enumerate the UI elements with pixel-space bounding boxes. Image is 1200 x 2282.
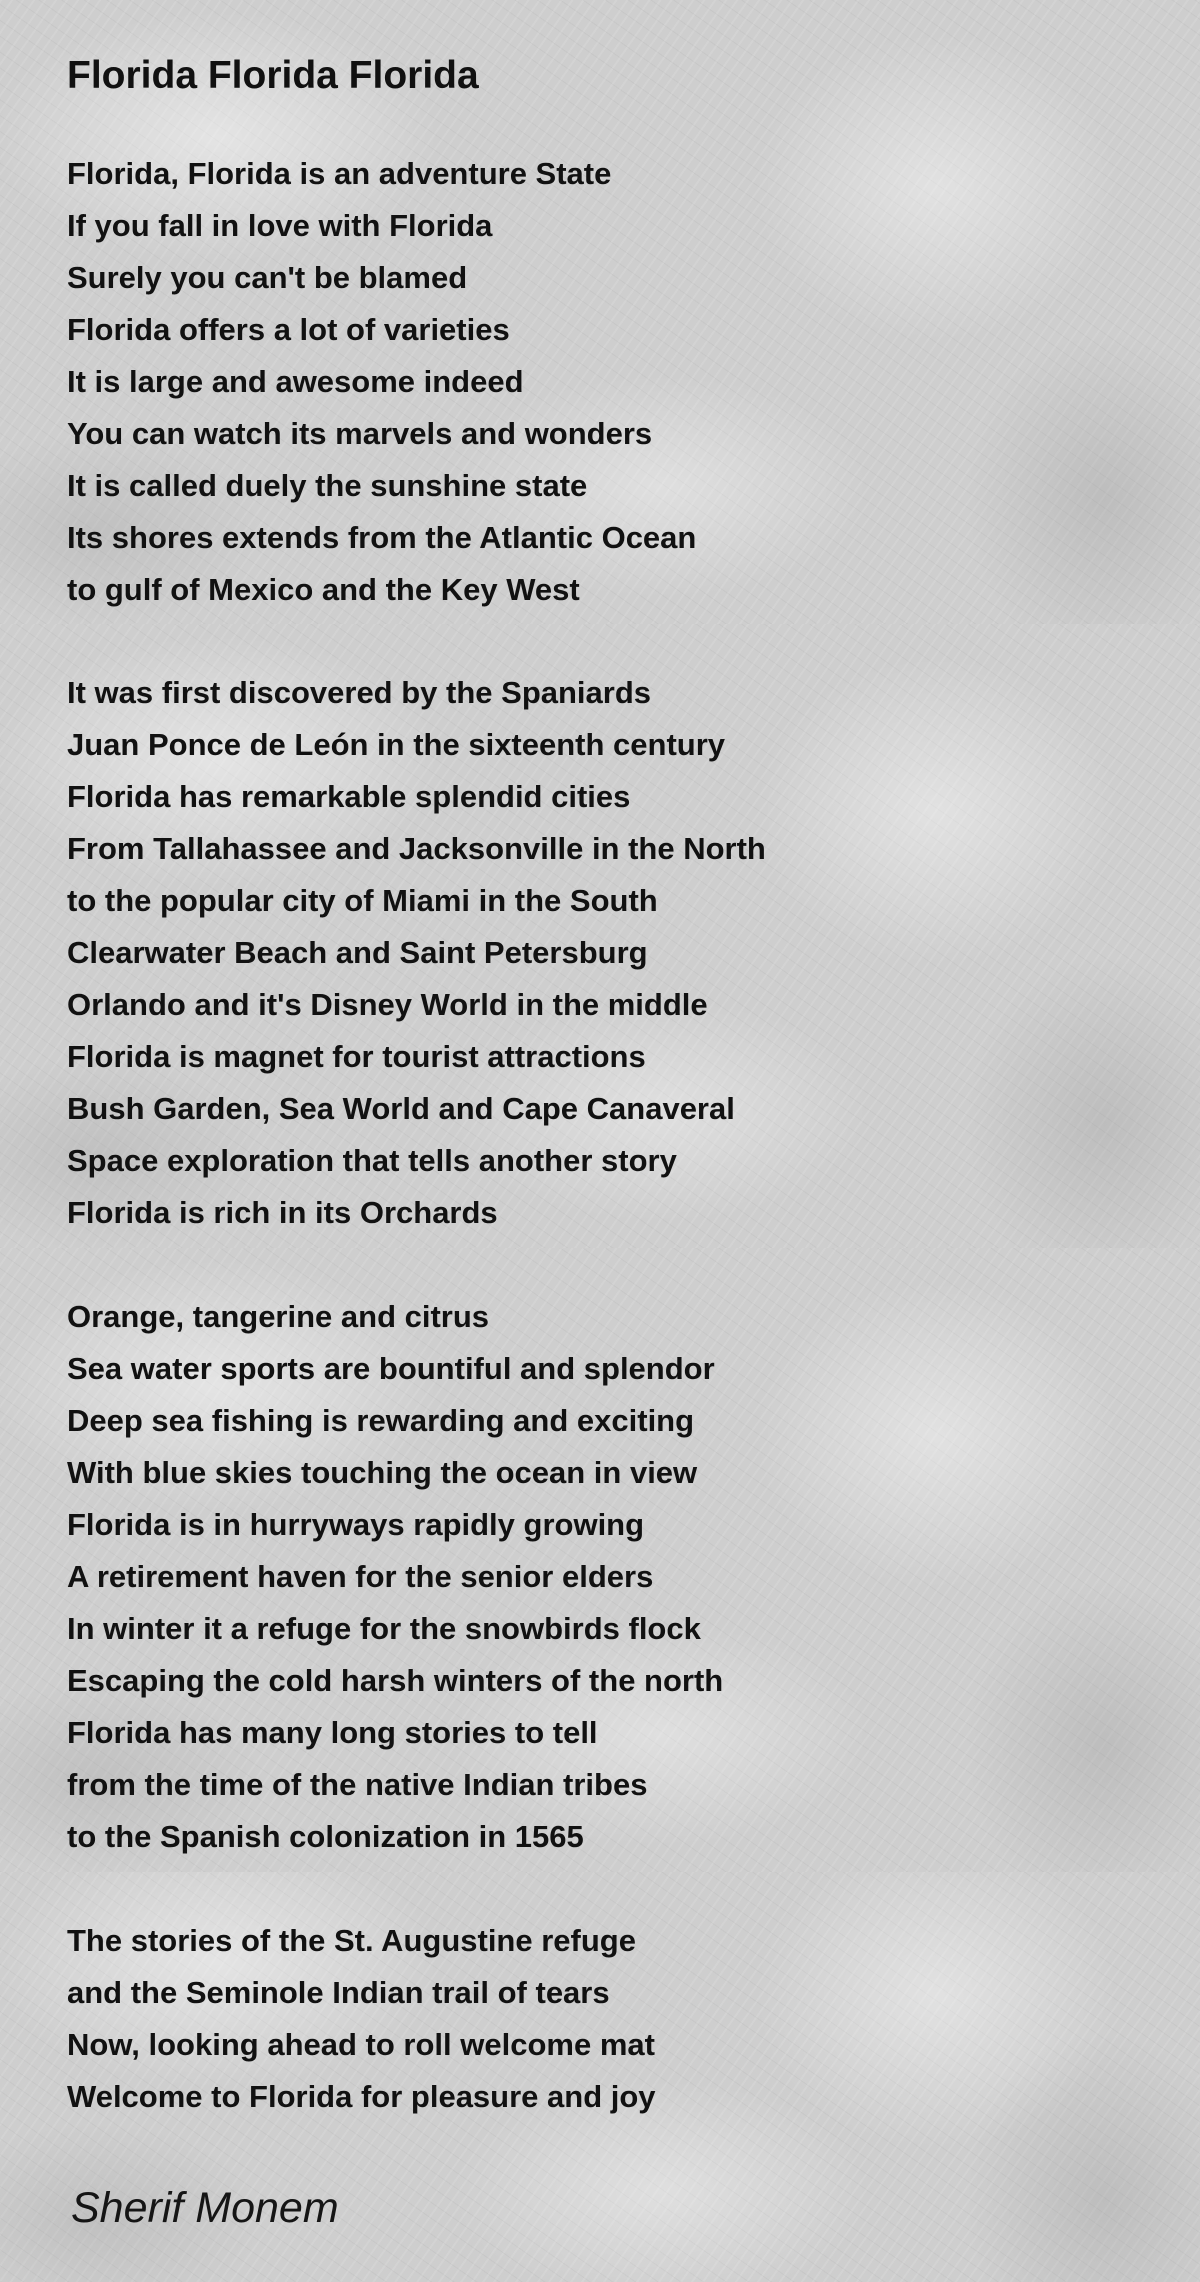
poem-line: Space exploration that tells another story bbox=[67, 1143, 677, 1178]
poem-line: Florida, Florida is an adventure State bbox=[67, 156, 612, 191]
poem-line: From Tallahassee and Jacksonville in the North bbox=[67, 831, 766, 866]
poem-line: A retirement haven for the senior elders bbox=[67, 1559, 654, 1594]
poem-line: In winter it a refuge for the snowbirds flock bbox=[67, 1611, 701, 1646]
poem-line: Clearwater Beach and Saint Petersburg bbox=[67, 935, 648, 970]
poem-line: It was first discovered by the Spaniards bbox=[67, 675, 652, 710]
poem-line: to the Spanish colonization in 1565 bbox=[67, 1819, 584, 1854]
poem-line: to the popular city of Miami in the South bbox=[67, 883, 658, 918]
poem-line: Florida is magnet for tourist attractions bbox=[67, 1039, 646, 1074]
poem-stanza-3 bbox=[67, 1291, 723, 1863]
poem-line: Welcome to Florida for pleasure and joy bbox=[67, 2079, 656, 2114]
poem-line: If you fall in love with Florida bbox=[67, 208, 493, 243]
poem-line: Orlando and it's Disney World in the middle bbox=[67, 987, 708, 1022]
poem-line: You can watch its marvels and wonders bbox=[67, 416, 653, 451]
poem-stanza-1 bbox=[67, 148, 696, 616]
poem-line: Juan Ponce de León in the sixteenth century bbox=[67, 727, 726, 762]
poem-line: Florida offers a lot of varieties bbox=[67, 312, 510, 347]
poem-line: Its shores extends from the Atlantic Ocean bbox=[67, 520, 697, 555]
poem-line: and the Seminole Indian trail of tears bbox=[67, 1975, 610, 2010]
poem-stanza-4 bbox=[67, 1915, 656, 2123]
poem-title: Florida Florida Florida bbox=[67, 54, 479, 97]
poem-line: Deep sea fishing is rewarding and exciting bbox=[67, 1403, 695, 1438]
poem-line: The stories of the St. Augustine refuge bbox=[67, 1923, 636, 1958]
poem-line: Florida has many long stories to tell bbox=[67, 1715, 598, 1750]
poem-line: It is large and awesome indeed bbox=[67, 364, 524, 399]
poem-line: from the time of the native Indian tribes bbox=[67, 1767, 648, 1802]
poem-author: Sherif Monem bbox=[71, 2184, 339, 2232]
poem-line: With blue skies touching the ocean in view bbox=[67, 1455, 698, 1490]
poem-line: Florida has remarkable splendid cities bbox=[67, 779, 631, 814]
poem-line: It is called duely the sunshine state bbox=[67, 468, 588, 503]
poem-line: Now, looking ahead to roll welcome mat bbox=[67, 2027, 655, 2062]
poem-stanza-2 bbox=[67, 667, 766, 1239]
poem-line: Florida is rich in its Orchards bbox=[67, 1195, 498, 1230]
poem-line: to gulf of Mexico and the Key West bbox=[67, 572, 580, 607]
poem-line: Orange, tangerine and citrus bbox=[67, 1299, 490, 1334]
poem-line: Florida is in hurryways rapidly growing bbox=[67, 1507, 645, 1542]
poem-line: Surely you can't be blamed bbox=[67, 260, 468, 295]
poem-line: Escaping the cold harsh winters of the north bbox=[67, 1663, 724, 1698]
poem-line: Bush Garden, Sea World and Cape Canaveral bbox=[67, 1091, 735, 1126]
poem-line: Sea water sports are bountiful and splendor bbox=[67, 1351, 715, 1386]
